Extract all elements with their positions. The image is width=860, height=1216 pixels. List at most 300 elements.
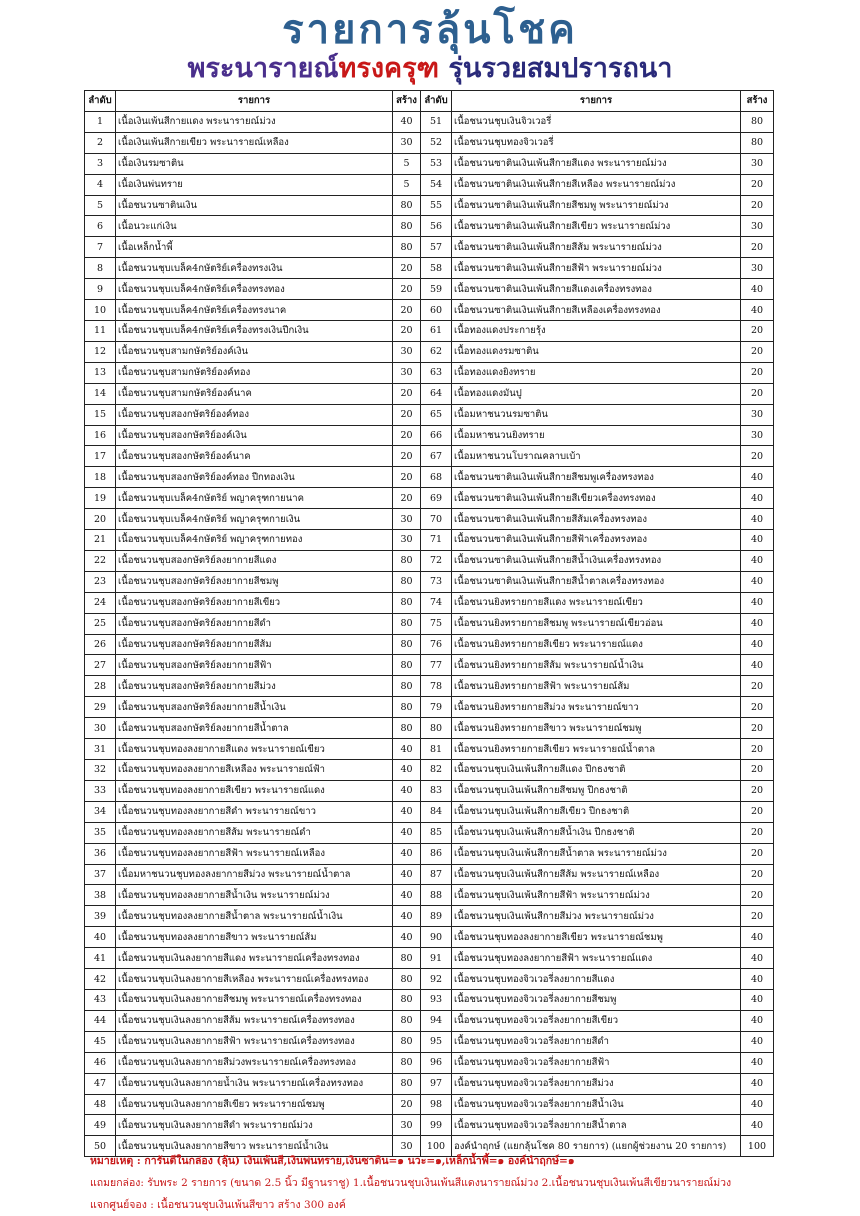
item-name: เนื้อชนวนยิงทรายกายสีเขียว พระนารายณ์น้ำตาล xyxy=(452,739,741,760)
item-name: เนื้อชนวนยิงทรายกายสีม่วง พระนารายณ์ขาว xyxy=(452,697,741,718)
row-number: 40 xyxy=(85,927,116,948)
row-number: 90 xyxy=(421,927,452,948)
table-row xyxy=(85,362,774,383)
item-quantity: 20 xyxy=(741,801,774,822)
item-name: เนื้อชนวนชุบทองลงยากายสีส้ม พระนารายณ์ดำ xyxy=(116,822,393,843)
row-number: 92 xyxy=(421,969,452,990)
item-quantity: 80 xyxy=(393,195,421,216)
table-row xyxy=(85,550,774,571)
item-quantity: 20 xyxy=(741,320,774,341)
row-number: 10 xyxy=(85,300,116,321)
row-number: 46 xyxy=(85,1052,116,1073)
item-quantity: 40 xyxy=(741,279,774,300)
item-quantity: 40 xyxy=(393,906,421,927)
row-number: 77 xyxy=(421,655,452,676)
table-row xyxy=(85,404,774,425)
item-quantity: 40 xyxy=(741,655,774,676)
row-number: 18 xyxy=(85,467,116,488)
item-quantity: 20 xyxy=(741,780,774,801)
subtitle-part-3: รุ่นรวยสมปรารถนา xyxy=(439,53,673,84)
item-quantity: 40 xyxy=(741,592,774,613)
table-row xyxy=(85,718,774,739)
table-row xyxy=(85,509,774,530)
row-number: 49 xyxy=(85,1115,116,1136)
table-row xyxy=(85,1094,774,1115)
row-number: 2 xyxy=(85,132,116,153)
item-name: เนื้อชนวนชุบทองลงยากายสีฟ้า พระนารายณ์เหลือง xyxy=(116,843,393,864)
item-quantity: 40 xyxy=(741,1031,774,1052)
row-number: 81 xyxy=(421,739,452,760)
header-qty: สร้าง xyxy=(393,91,421,112)
item-name: เนื้อชนวนชุบสองกษัตริย์ลงยากายสีแดง xyxy=(116,550,393,571)
row-number: 3 xyxy=(85,153,116,174)
item-quantity: 30 xyxy=(393,530,421,551)
row-number: 53 xyxy=(421,153,452,174)
item-quantity: 40 xyxy=(741,613,774,634)
item-name: เนื้อชนวนชุบทองลงยากายสีฟ้า พระนารายณ์แดง xyxy=(452,948,741,969)
row-number: 7 xyxy=(85,237,116,258)
item-quantity: 80 xyxy=(393,1052,421,1073)
row-number: 83 xyxy=(421,780,452,801)
item-name: เนื้อทองแดงมันปู xyxy=(452,383,741,404)
row-number: 38 xyxy=(85,885,116,906)
row-number: 94 xyxy=(421,1010,452,1031)
table-row xyxy=(85,320,774,341)
row-number: 59 xyxy=(421,279,452,300)
table-row xyxy=(85,1010,774,1031)
item-name: เนื้อชนวนชุบเงินจิวเวอรี่ xyxy=(452,111,741,132)
row-number: 87 xyxy=(421,864,452,885)
item-quantity: 30 xyxy=(741,425,774,446)
table-row xyxy=(85,843,774,864)
item-quantity: 40 xyxy=(741,1115,774,1136)
row-number: 22 xyxy=(85,550,116,571)
item-name: เนื้อชนวนชุบทองลงยากายสีน้ำเงิน พระนารายณ์ม่วง xyxy=(116,885,393,906)
row-number: 12 xyxy=(85,341,116,362)
center-note: แจกศูนย์จอง : เนื้อชนวนชุบเงินเพ้นสีขาว สร้าง 300 องค์ xyxy=(90,1199,346,1211)
item-quantity: 40 xyxy=(393,885,421,906)
item-name: เนื้อชนวนชุบสองกษัตริย์ลงยากายสีเขียว xyxy=(116,592,393,613)
bonus-note: แถมยกล่อง: รับพระ 2 รายการ (ขนาด 2.5 นิ้ว มีฐานราชู) 1.เนื้อชนวนชุบเงินเพ้นสีแดงนารายณ์ม่วง 2.เนื้อชนวนชุบเงินเพ้นสีเขียวนารายณ์ม่วง xyxy=(90,1177,732,1189)
row-number: 15 xyxy=(85,404,116,425)
item-name: เนื้อทองแดงยิงทราย xyxy=(452,362,741,383)
item-name: เนื้อชนวนชุบเงินเพ้นสีกายสีม่วง พระนารายณ์ม่วง xyxy=(452,906,741,927)
row-number: 74 xyxy=(421,592,452,613)
item-quantity: 30 xyxy=(393,341,421,362)
table-row xyxy=(85,801,774,822)
item-name: เนื้อชนวนชุบทองจิวเวอรี่ xyxy=(452,132,741,153)
row-number: 68 xyxy=(421,467,452,488)
row-number: 65 xyxy=(421,404,452,425)
item-quantity: 40 xyxy=(741,989,774,1010)
row-number: 89 xyxy=(421,906,452,927)
item-quantity: 80 xyxy=(393,676,421,697)
header-qty: สร้าง xyxy=(741,91,774,112)
subtitle-part-1: พระนารายณ์ xyxy=(187,53,339,84)
row-number: 67 xyxy=(421,446,452,467)
table-row xyxy=(85,969,774,990)
item-quantity: 80 xyxy=(393,216,421,237)
row-number: 8 xyxy=(85,258,116,279)
item-quantity: 40 xyxy=(741,1094,774,1115)
item-quantity: 80 xyxy=(393,1031,421,1052)
header-no: ลำดับ xyxy=(421,91,452,112)
table-row xyxy=(85,906,774,927)
item-name: เนื้อชนวนชุบทองลงยากายสีเขียว พระนารายณ์แดง xyxy=(116,780,393,801)
item-quantity: 80 xyxy=(393,697,421,718)
item-quantity: 80 xyxy=(393,592,421,613)
row-number: 37 xyxy=(85,864,116,885)
item-quantity: 40 xyxy=(393,801,421,822)
row-number: 79 xyxy=(421,697,452,718)
row-number: 55 xyxy=(421,195,452,216)
row-number: 48 xyxy=(85,1094,116,1115)
item-quantity: 20 xyxy=(741,718,774,739)
row-number: 84 xyxy=(421,801,452,822)
row-number: 96 xyxy=(421,1052,452,1073)
item-quantity: 20 xyxy=(741,676,774,697)
item-name: เนื้อชนวนชุบเบล็ค4กษัตริย์เครื่องทรงนาค xyxy=(116,300,393,321)
row-number: 73 xyxy=(421,571,452,592)
table-row xyxy=(85,300,774,321)
row-number: 75 xyxy=(421,613,452,634)
item-name: เนื้อชนวนชุบสองกษัตริย์ลงยากายสีฟ้า xyxy=(116,655,393,676)
item-quantity: 40 xyxy=(393,822,421,843)
row-number: 14 xyxy=(85,383,116,404)
table-row xyxy=(85,885,774,906)
row-number: 63 xyxy=(421,362,452,383)
item-quantity: 20 xyxy=(393,279,421,300)
item-quantity: 20 xyxy=(741,383,774,404)
item-quantity: 40 xyxy=(741,571,774,592)
item-name: เนื้อชนวนซาตินเงินเพ้นสีกายสีส้มเครื่องทรงทอง xyxy=(452,509,741,530)
row-number: 52 xyxy=(421,132,452,153)
row-number: 82 xyxy=(421,760,452,781)
item-quantity: 40 xyxy=(741,1052,774,1073)
subtitle-part-2: ทรงครุฑ xyxy=(338,53,440,84)
table-row xyxy=(85,279,774,300)
table-row xyxy=(85,571,774,592)
item-name: เนื้อชนวนชุบเบล็ค4กษัตริย์เครื่องทรงทอง xyxy=(116,279,393,300)
item-name: เนื้อชนวนยิงทรายกายสีขาว พระนารายณ์ชมพู xyxy=(452,718,741,739)
item-name: เนื้อชนวนซาตินเงินเพ้นสีกายสีฟ้า พระนารายณ์ม่วง xyxy=(452,258,741,279)
row-number: 88 xyxy=(421,885,452,906)
row-number: 47 xyxy=(85,1073,116,1094)
row-number: 80 xyxy=(421,718,452,739)
item-name: เนื้อชนวนชุบเงินลงยากายสีม่วงพระนารายณ์เครื่องทรงทอง xyxy=(116,1052,393,1073)
item-name: เนื้อชนวนชุบทองลงยากายสีขาว พระนารายณ์ส้ม xyxy=(116,927,393,948)
item-name: เนื้อชนวนชุบทองจิวเวอรี่ลงยากายสีฟ้า xyxy=(452,1052,741,1073)
table-row xyxy=(85,927,774,948)
item-quantity: 40 xyxy=(741,530,774,551)
table-row xyxy=(85,948,774,969)
row-number: 93 xyxy=(421,989,452,1010)
row-number: 6 xyxy=(85,216,116,237)
item-name: เนื้อชนวนชุบทองลงยากายสีเขียว พระนารายณ์ชมพู xyxy=(452,927,741,948)
row-number: 13 xyxy=(85,362,116,383)
item-name: เนื้อทองแดงรมซาติน xyxy=(452,341,741,362)
item-name: เนื้อชนวนชุบเงินลงยากายสีดำ พระนารายณ์ม่วง xyxy=(116,1115,393,1136)
row-number: 66 xyxy=(421,425,452,446)
item-name: เนื้อมหาชนวนโบราณคลาบเบ้า xyxy=(452,446,741,467)
row-number: 1 xyxy=(85,111,116,132)
item-quantity: 20 xyxy=(741,822,774,843)
row-number: 33 xyxy=(85,780,116,801)
row-number: 95 xyxy=(421,1031,452,1052)
item-quantity: 30 xyxy=(393,362,421,383)
item-name: เนื้อชนวนยิงทรายกายสีชมพู พระนารายณ์เขียวอ่อน xyxy=(452,613,741,634)
item-name: องค์นำฤกษ์ (แยกลุ้นโชค 80 รายการ) (แยกผู้ช่วยงาน 20 รายการ) xyxy=(452,1136,741,1157)
row-number: 61 xyxy=(421,320,452,341)
row-number: 64 xyxy=(421,383,452,404)
row-number: 24 xyxy=(85,592,116,613)
item-name: เนื้อชนวนชุบทองจิวเวอรี่ลงยากายสีชมพู xyxy=(452,989,741,1010)
item-name: เนื้อชนวนซาตินเงินเพ้นสีกายสีส้ม พระนารายณ์ม่วง xyxy=(452,237,741,258)
row-number: 60 xyxy=(421,300,452,321)
item-quantity: 40 xyxy=(741,634,774,655)
item-quantity: 80 xyxy=(393,969,421,990)
item-quantity: 30 xyxy=(741,258,774,279)
row-number: 91 xyxy=(421,948,452,969)
item-quantity: 30 xyxy=(393,1115,421,1136)
item-quantity: 20 xyxy=(741,739,774,760)
row-number: 58 xyxy=(421,258,452,279)
item-name: เนื้อชนวนชุบสองกษัตริย์องค์เงิน xyxy=(116,425,393,446)
item-name: เนื้อชนวนซาตินเงินเพ้นสีกายสีชมพูเครื่องทรงทอง xyxy=(452,467,741,488)
table-row xyxy=(85,216,774,237)
item-quantity: 20 xyxy=(393,467,421,488)
row-number: 30 xyxy=(85,718,116,739)
table-row xyxy=(85,1052,774,1073)
item-quantity: 5 xyxy=(393,174,421,195)
item-name: เนื้อชนวนซาตินเงินเพ้นสีกายสีน้ำเงินเครื่องทรงทอง xyxy=(452,550,741,571)
header-no: ลำดับ xyxy=(85,91,116,112)
item-name: เนื้อชนวนชุบสองกษัตริย์ลงยากายสีน้ำเงิน xyxy=(116,697,393,718)
item-quantity: 30 xyxy=(741,216,774,237)
table-row xyxy=(85,425,774,446)
row-number: 20 xyxy=(85,509,116,530)
item-quantity: 40 xyxy=(393,739,421,760)
item-name: เนื้อชนวนยิงทรายกายสีแดง พระนารายณ์เขียว xyxy=(452,592,741,613)
item-name: เนื้อชนวนชุบเงินลงยากายสีส้ม พระนารายณ์เครื่องทรงทอง xyxy=(116,1010,393,1031)
item-name: เนื้อชนวนชุบเงินเพ้นสีกายสีชมพู ปีกธงชาติ xyxy=(452,780,741,801)
item-name: เนื้อชนวนชุบเงินเพ้นสีกายสีเขียว ปีกธงชาติ xyxy=(452,801,741,822)
item-quantity: 20 xyxy=(741,195,774,216)
item-quantity: 20 xyxy=(393,320,421,341)
item-name: เนื้อชนวนซาตินเงินเพ้นสีกายสีแดง พระนารายณ์ม่วง xyxy=(452,153,741,174)
row-number: 54 xyxy=(421,174,452,195)
row-number: 21 xyxy=(85,530,116,551)
item-quantity: 20 xyxy=(393,300,421,321)
item-quantity: 30 xyxy=(393,509,421,530)
table-body xyxy=(85,111,774,1156)
page-subtitle xyxy=(0,52,860,86)
item-name: เนื้อชนวนชุบสองกษัตริย์องค์ทอง xyxy=(116,404,393,425)
item-name: เนื้อชนวนชุบเบล็ค4กษัตริย์ พญาครุฑกายทอง xyxy=(116,530,393,551)
row-number: 39 xyxy=(85,906,116,927)
row-number: 44 xyxy=(85,1010,116,1031)
item-quantity: 20 xyxy=(741,864,774,885)
item-name: เนื้อชนวนชุบเงินลงยากายสีชมพู พระนารายณ์เครื่องทรงทอง xyxy=(116,989,393,1010)
item-quantity: 40 xyxy=(741,1010,774,1031)
item-name: เนื้อชนวนชุบสองกษัตริย์ลงยากายสีน้ำตาล xyxy=(116,718,393,739)
item-name: เนื้อชนวนซาตินเงินเพ้นสีกายสีเหลืองเครื่องทรงทอง xyxy=(452,300,741,321)
table-row xyxy=(85,739,774,760)
row-number: 97 xyxy=(421,1073,452,1094)
table-row xyxy=(85,488,774,509)
item-quantity: 40 xyxy=(393,111,421,132)
item-name: เนื้อเงินพ่นทราย xyxy=(116,174,393,195)
item-quantity: 40 xyxy=(393,864,421,885)
item-name: เนื้อชนวนชุบเงินลงยากายน้ำเงิน พระนารายณ์เครื่องทรงทอง xyxy=(116,1073,393,1094)
item-name: เนื้อชนวนชุบเบล็ค4กษัตริย์เครื่องทรงเงิน xyxy=(116,258,393,279)
table-row xyxy=(85,634,774,655)
item-name: เนื้อชนวนยิงทรายกายสีส้ม พระนารายณ์น้ำเงิน xyxy=(452,655,741,676)
row-number: 78 xyxy=(421,676,452,697)
row-number: 11 xyxy=(85,320,116,341)
item-name: เนื้อนวะแก่เงิน xyxy=(116,216,393,237)
item-name: เนื้อชนวนชุบสองกษัตริย์ลงยากายสีส้ม xyxy=(116,634,393,655)
table-row xyxy=(85,822,774,843)
item-name: เนื้อชนวนชุบสามกษัตริย์องค์ทอง xyxy=(116,362,393,383)
row-number: 28 xyxy=(85,676,116,697)
item-name: เนื้อชนวนชุบสามกษัตริย์องค์นาค xyxy=(116,383,393,404)
item-name: เนื้อชนวนชุบทองลงยากายสีดำ พระนารายณ์ขาว xyxy=(116,801,393,822)
item-name: เนื้อมหาชนวนชุบทองลงยากายสีม่วง พระนารายณ์น้ำตาล xyxy=(116,864,393,885)
item-quantity: 20 xyxy=(393,404,421,425)
item-name: เนื้อชนวนชุบทองลงยากายสีแดง พระนารายณ์เขียว xyxy=(116,739,393,760)
item-quantity: 30 xyxy=(741,153,774,174)
item-name: เนื้อชนวนชุบเบล็ค4กษัตริย์ พญาครุฑกายนาค xyxy=(116,488,393,509)
item-name: เนื้อชนวนยิงทรายกายสีเขียว พระนารายณ์แดง xyxy=(452,634,741,655)
item-quantity: 5 xyxy=(393,153,421,174)
item-quantity: 40 xyxy=(393,760,421,781)
item-quantity: 40 xyxy=(741,1073,774,1094)
table-row xyxy=(85,864,774,885)
item-quantity: 40 xyxy=(393,927,421,948)
row-number: 72 xyxy=(421,550,452,571)
item-quantity: 80 xyxy=(393,1010,421,1031)
item-quantity: 20 xyxy=(393,1094,421,1115)
row-number: 25 xyxy=(85,613,116,634)
row-number: 26 xyxy=(85,634,116,655)
item-quantity: 20 xyxy=(393,425,421,446)
table-row xyxy=(85,592,774,613)
row-number: 42 xyxy=(85,969,116,990)
table-row xyxy=(85,613,774,634)
table-header-row xyxy=(85,91,774,112)
row-number: 57 xyxy=(421,237,452,258)
item-name: เนื้อชนวนซาตินเงินเพ้นสีกายสีฟ้าเครื่องทรงทอง xyxy=(452,530,741,551)
item-quantity: 40 xyxy=(741,550,774,571)
item-name: เนื้อชนวนชุบเงินเพ้นสีกายสีน้ำตาล พระนารายณ์ม่วง xyxy=(452,843,741,864)
item-quantity: 80 xyxy=(393,613,421,634)
item-quantity: 20 xyxy=(393,446,421,467)
item-quantity: 80 xyxy=(393,1073,421,1094)
item-name: เนื้อชนวนชุบเงินลงยากายสีเหลือง พระนารายณ์เครื่องทรงทอง xyxy=(116,969,393,990)
item-quantity: 80 xyxy=(393,948,421,969)
item-quantity: 40 xyxy=(741,300,774,321)
item-quantity: 80 xyxy=(393,655,421,676)
item-name: เนื้อชนวนชุบเบล็ค4กษัตริย์เครื่องทรงเงินปีกเงิน xyxy=(116,320,393,341)
table-row xyxy=(85,780,774,801)
item-name: เนื้อชนวนชุบสองกษัตริย์องค์นาค xyxy=(116,446,393,467)
items-table xyxy=(84,90,774,1157)
item-quantity: 20 xyxy=(741,237,774,258)
table-row xyxy=(85,655,774,676)
item-name: เนื้อชนวนชุบเงินลงยากายสีฟ้า พระนารายณ์เครื่องทรงทอง xyxy=(116,1031,393,1052)
table-row xyxy=(85,341,774,362)
item-name: เนื้อชนวนชุบทองลงยากายสีเหลือง พระนารายณ์ฟ้า xyxy=(116,760,393,781)
item-quantity: 20 xyxy=(741,760,774,781)
table-row xyxy=(85,258,774,279)
item-name: เนื้อชนวนชุบเงินลงยากายสีแดง พระนารายณ์เครื่องทรงทอง xyxy=(116,948,393,969)
table-row xyxy=(85,132,774,153)
item-quantity: 80 xyxy=(393,718,421,739)
item-quantity: 80 xyxy=(393,634,421,655)
row-number: 23 xyxy=(85,571,116,592)
row-number: 71 xyxy=(421,530,452,551)
item-quantity: 20 xyxy=(741,697,774,718)
item-quantity: 20 xyxy=(393,383,421,404)
table-row xyxy=(85,760,774,781)
item-name: เนื้อชนวนชุบเงินเพ้นสีกายสีแดง ปีกธงชาติ xyxy=(452,760,741,781)
row-number: 17 xyxy=(85,446,116,467)
item-quantity: 30 xyxy=(741,404,774,425)
table-row xyxy=(85,111,774,132)
item-name: เนื้อชนวนซาตินเงินเพ้นสีกายสีเหลือง พระนารายณ์ม่วง xyxy=(452,174,741,195)
item-name: เนื้อชนวนชุบเงินลงยากายสีเขียว พระนารายณ์ชมพู xyxy=(116,1094,393,1115)
row-number: 86 xyxy=(421,843,452,864)
row-number: 29 xyxy=(85,697,116,718)
item-quantity: 20 xyxy=(741,341,774,362)
row-number: 50 xyxy=(85,1136,116,1157)
item-name: เนื้อชนวนชุบทองจิวเวอรี่ลงยากายสีดำ xyxy=(452,1031,741,1052)
item-quantity: 40 xyxy=(741,488,774,509)
table-row xyxy=(85,174,774,195)
item-quantity: 20 xyxy=(393,258,421,279)
row-number: 85 xyxy=(421,822,452,843)
table-row xyxy=(85,195,774,216)
item-name: เนื้อชนวนซาตินเงินเพ้นสีกายสีชมพู พระนารายณ์ม่วง xyxy=(452,195,741,216)
item-quantity: 40 xyxy=(393,843,421,864)
row-number: 16 xyxy=(85,425,116,446)
item-quantity: 40 xyxy=(393,780,421,801)
item-name: เนื้อเงินเพ้นสีกายแดง พระนารายณ์ม่วง xyxy=(116,111,393,132)
table-row xyxy=(85,1073,774,1094)
row-number: 27 xyxy=(85,655,116,676)
item-name: เนื้อชนวนซาตินเงินเพ้นสีกายสีแดงเครื่องทรงทอง xyxy=(452,279,741,300)
item-quantity: 20 xyxy=(741,362,774,383)
item-quantity: 80 xyxy=(393,571,421,592)
table-row xyxy=(85,1031,774,1052)
item-name: เนื้อชนวนชุบเบล็ค4กษัตริย์ พญาครุฑกายเงิน xyxy=(116,509,393,530)
item-name: เนื้อชนวนชุบทองจิวเวอรี่ลงยากายสีแดง xyxy=(452,969,741,990)
table-row xyxy=(85,676,774,697)
item-name: เนื้อชนวนชุบทองจิวเวอรี่ลงยากายสีม่วง xyxy=(452,1073,741,1094)
item-name: เนื้อชนวนชุบเงินลงยากายสีขาว พระนารายณ์น้ำเงิน xyxy=(116,1136,393,1157)
item-name: เนื้อชนวนชุบสองกษัตริย์ลงยากายสีดำ xyxy=(116,613,393,634)
row-number: 98 xyxy=(421,1094,452,1115)
table-row xyxy=(85,467,774,488)
table-row xyxy=(85,989,774,1010)
item-quantity: 30 xyxy=(393,132,421,153)
row-number: 76 xyxy=(421,634,452,655)
item-name: เนื้อชนวนซาตินเงินเพ้นสีกายสีน้ำตาลเครื่องทรงทอง xyxy=(452,571,741,592)
item-name: เนื้อชนวนยิงทรายกายสีฟ้า พระนารายณ์ส้ม xyxy=(452,676,741,697)
table-row xyxy=(85,1115,774,1136)
table-row xyxy=(85,383,774,404)
